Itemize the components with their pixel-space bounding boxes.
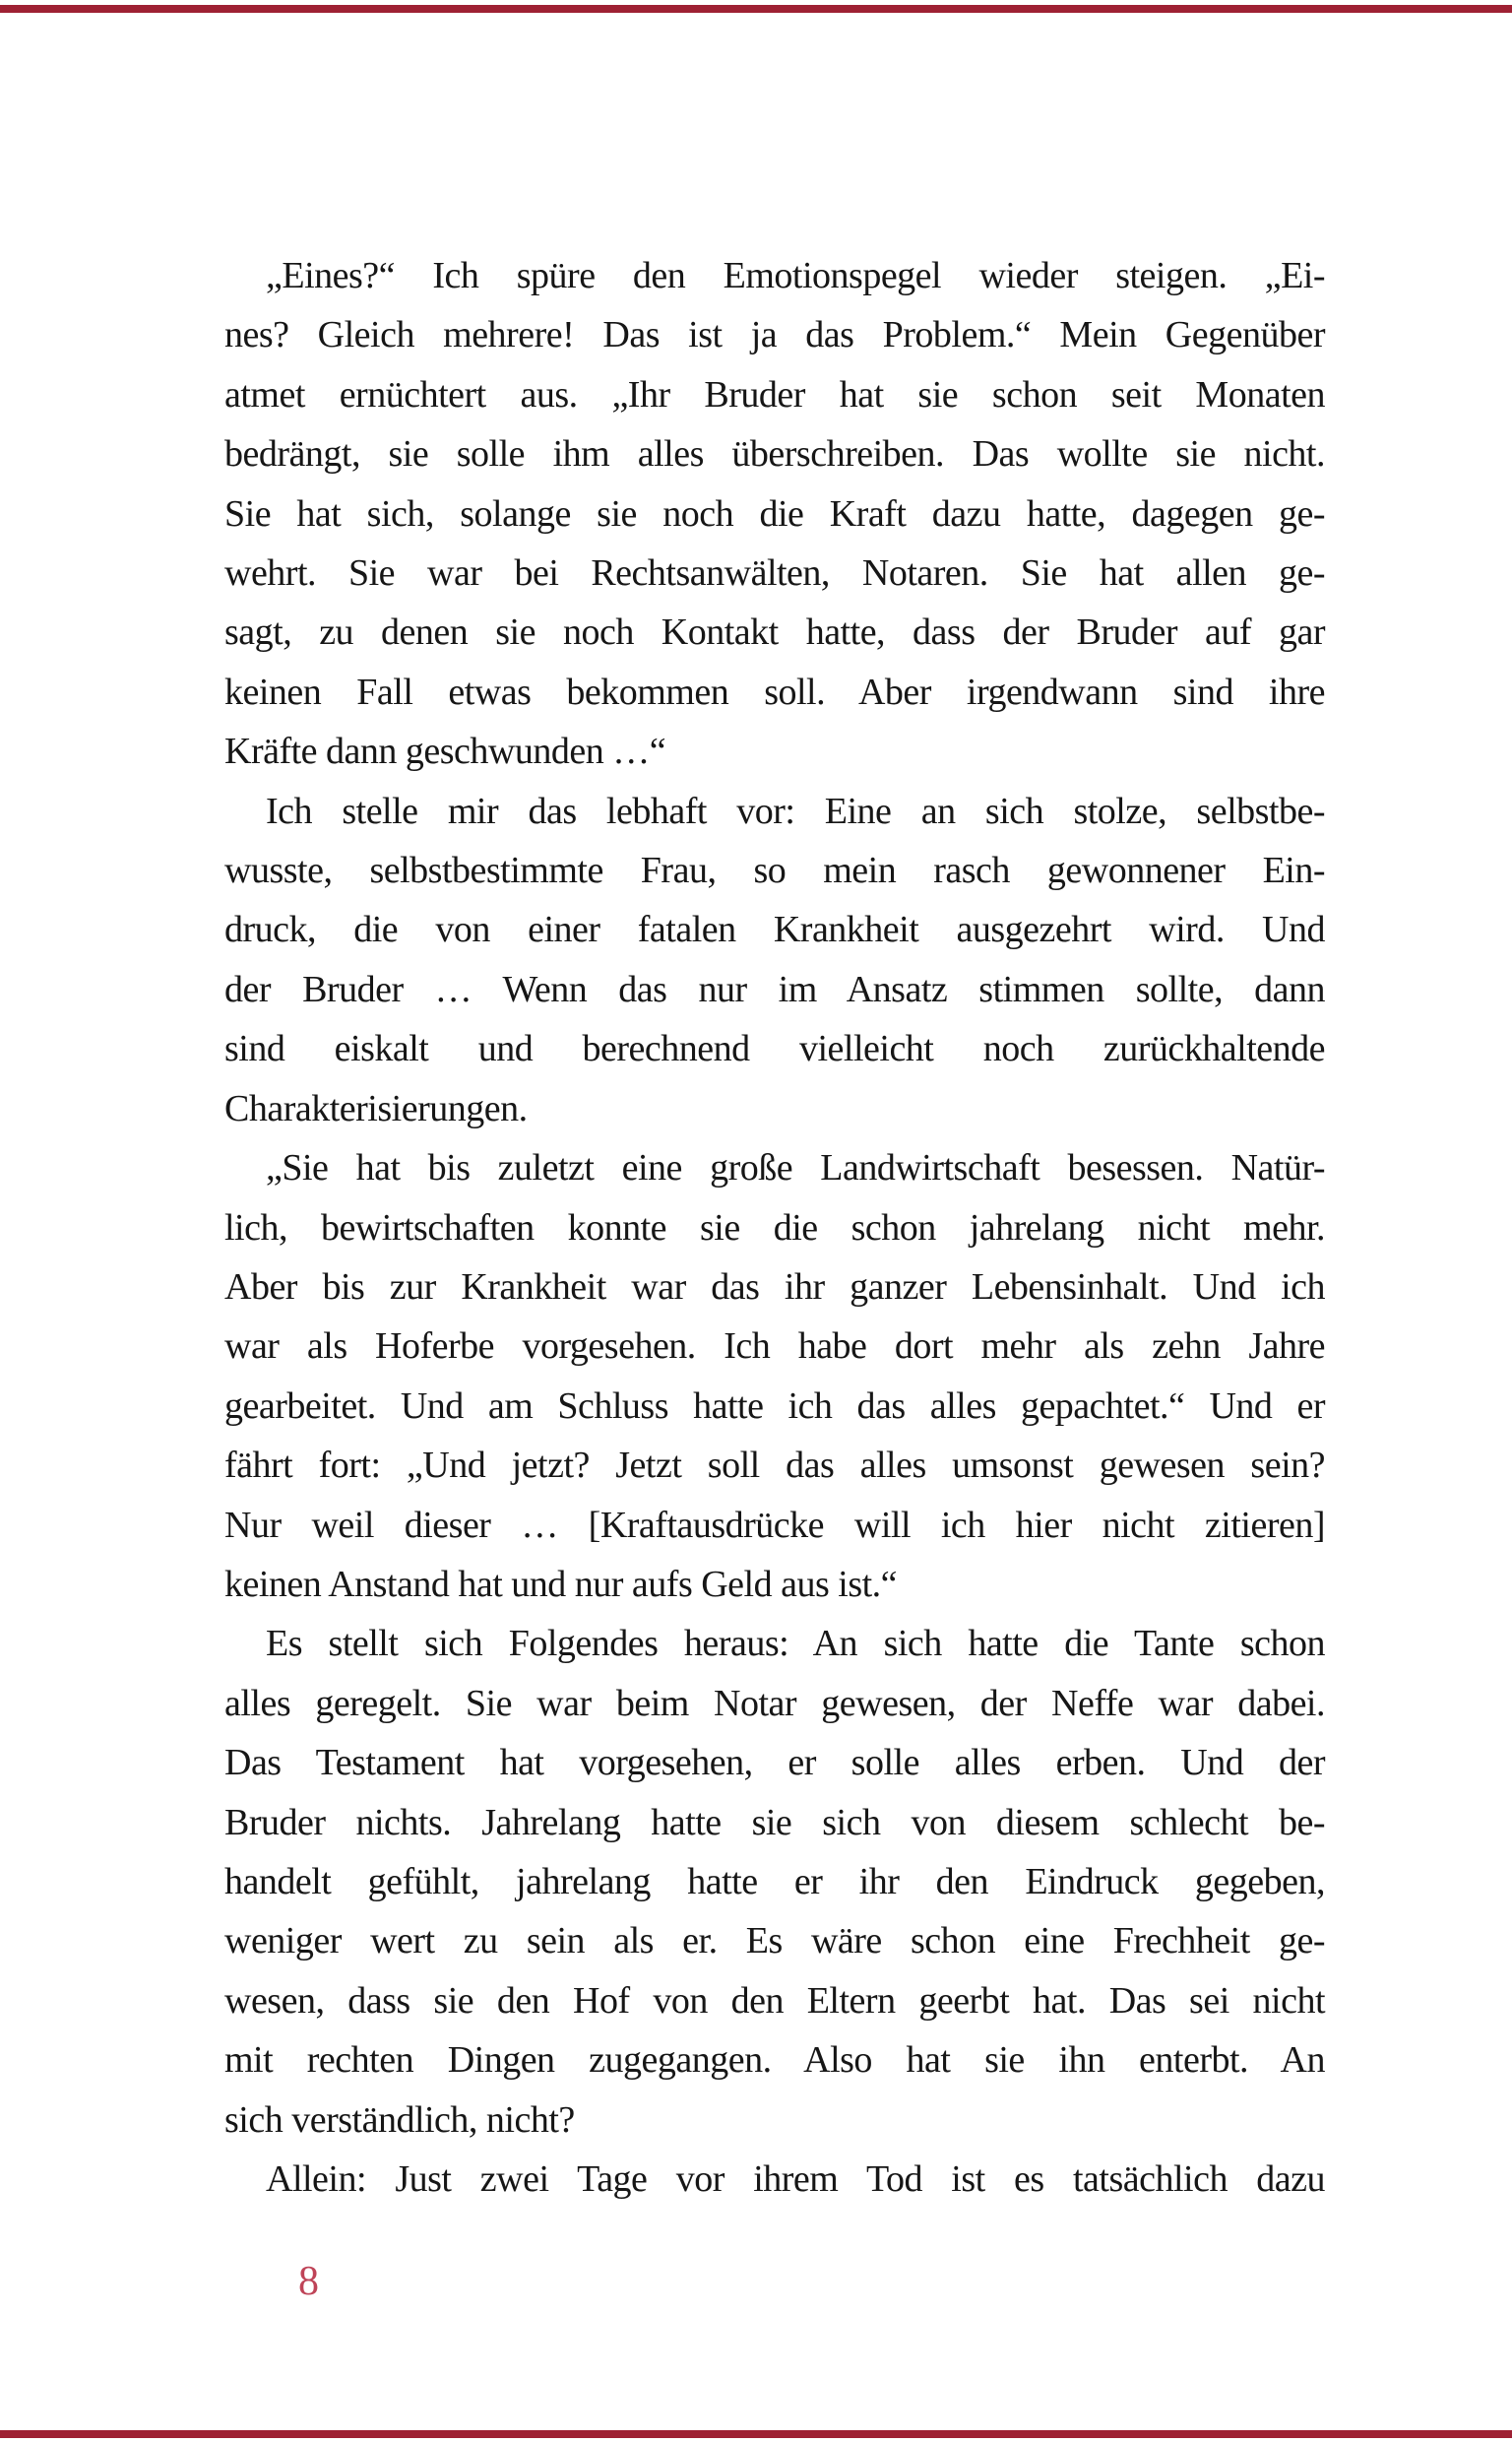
text-line: fährt fort: „Und jetzt? Jetzt soll das alles umsonst gewesen sein? bbox=[224, 1445, 1325, 1487]
text-line: wusste, selbstbestimmte Frau, so mein rasch gewonnener Ein- bbox=[224, 850, 1325, 892]
text-line: war als Hoferbe vorgesehen. Ich habe dort mehr als zehn Jahre bbox=[224, 1325, 1325, 1368]
text-line: alles geregelt. Sie war beim Notar gewesen, der Neffe war dabei. bbox=[224, 1682, 1325, 1724]
text-line: weniger wert zu sein als er. Es wäre schon eine Frechheit ge- bbox=[224, 1920, 1325, 1962]
text-line: gearbeitet. Und am Schluss hatte ich das alles gepachtet.“ Und er bbox=[224, 1384, 1325, 1427]
text-line: Bruder nichts. Jahrelang hatte sie sich von diesem schlecht be- bbox=[224, 1801, 1325, 1843]
text-line: Das Testament hat vorgesehen, er solle alles erben. Und der bbox=[224, 1742, 1325, 1784]
text-line: Charakterisierungen. bbox=[224, 1087, 528, 1129]
text-line: Kräfte dann geschwunden …“ bbox=[224, 731, 666, 773]
text-line: Aber bis zur Krankheit war das ihr ganzer Lebensinhalt. Und ich bbox=[224, 1265, 1325, 1308]
text-line: nes? Gleich mehrere! Das ist ja das Problem.“ Mein Gegenüber bbox=[224, 314, 1325, 356]
page-number: 8 bbox=[298, 2259, 319, 2304]
text-line: Ich stelle mir das lebhaft vor: Eine an sich stolze, selbstbe- bbox=[266, 790, 1325, 832]
body-text bbox=[224, 246, 1325, 2209]
text-line: sind eiskalt und berechnend vielleicht noch zurückhaltende bbox=[224, 1028, 1325, 1070]
text-line: lich, bewirtschaften konnte sie die schon jahrelang nicht mehr. bbox=[224, 1206, 1325, 1249]
text-line: bedrängt, sie solle ihm alles überschreiben. Das wollte sie nicht. bbox=[224, 433, 1325, 476]
text-line: „Eines?“ Ich spüre den Emotionspegel wieder steigen. „Ei- bbox=[266, 255, 1325, 296]
text-line: Sie hat sich, solange sie noch die Kraft dazu hatte, dagegen ge- bbox=[224, 492, 1325, 535]
text-line: wehrt. Sie war bei Rechtsanwälten, Notaren. Sie hat allen ge- bbox=[224, 552, 1325, 595]
text-line: mit rechten Dingen zugegangen. Also hat sie ihn enterbt. An bbox=[224, 2039, 1325, 2082]
text-line: sich verständlich, nicht? bbox=[224, 2098, 575, 2141]
text-line: „Sie hat bis zuletzt eine große Landwirtschaft besessen. Natür- bbox=[266, 1147, 1325, 1189]
text-line: keinen Anstand hat und nur aufs Geld aus ist.“ bbox=[224, 1563, 898, 1605]
text-line: der Bruder … Wenn das nur im Ansatz stimmen sollte, dann bbox=[224, 968, 1325, 1010]
bottom-edge-rule bbox=[0, 2430, 1512, 2438]
top-edge-rule bbox=[0, 5, 1512, 13]
text-line: Es stellt sich Folgendes heraus: An sich hatte die Tante schon bbox=[266, 1623, 1325, 1665]
text-line: atmet ernüchtert aus. „Ihr Bruder hat sie schon seit Monaten bbox=[224, 373, 1325, 416]
text-line: keinen Fall etwas bekommen soll. Aber irgendwann sind ihre bbox=[224, 671, 1325, 713]
text-line: druck, die von einer fatalen Krankheit ausgezehrt wird. Und bbox=[224, 909, 1325, 951]
text-line: handelt gefühlt, jahrelang hatte er ihr den Eindruck gegeben, bbox=[224, 1860, 1325, 1902]
text-line: Nur weil dieser … [Kraftausdrücke will ich hier nicht zitieren] bbox=[224, 1504, 1325, 1546]
text-line: Allein: Just zwei Tage vor ihrem Tod ist es tatsächlich dazu bbox=[266, 2158, 1325, 2200]
text-line: wesen, dass sie den Hof von den Eltern geerbt hat. Das sei nicht bbox=[224, 1979, 1325, 2022]
text-line: sagt, zu denen sie noch Kontakt hatte, dass der Bruder auf gar bbox=[224, 611, 1325, 654]
